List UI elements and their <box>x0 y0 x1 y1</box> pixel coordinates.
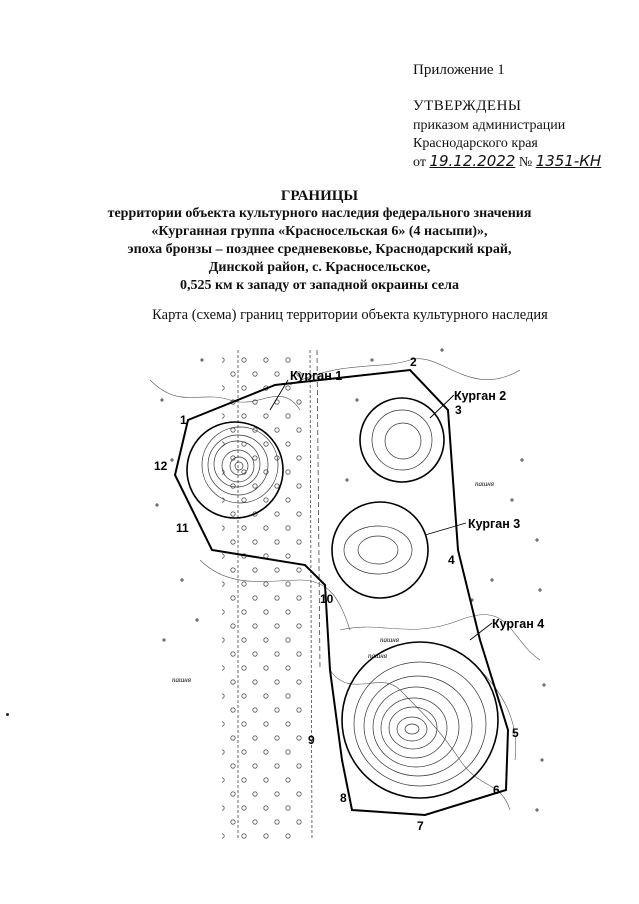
point-number-8: 8 <box>340 791 347 805</box>
approved-label: УТВЕРЖДЕНЫ <box>413 98 522 114</box>
date-prefix: от <box>413 155 426 170</box>
point-number-12: 12 <box>154 459 168 473</box>
point-number-4: 4 <box>448 553 455 567</box>
mound-2 <box>360 398 444 482</box>
order-date: 19.12.2022 <box>429 152 516 170</box>
survey-points <box>155 348 546 812</box>
point-number-6: 6 <box>493 783 500 797</box>
order-number: 1351-КН <box>535 152 602 170</box>
point-number-7: 7 <box>417 819 424 833</box>
title-line-5: 0,525 км к западу от западной окраины села <box>179 278 460 293</box>
order-line-1: приказом администрации <box>413 118 566 133</box>
point-number-1: 1 <box>180 413 187 427</box>
road-edge-line <box>317 350 320 670</box>
mound-label-3: Курган 3 <box>468 517 521 531</box>
boundary-map <box>140 340 560 840</box>
road-band <box>222 350 302 840</box>
leader-line <box>470 623 492 640</box>
mound-4 <box>342 642 498 798</box>
leader-line <box>430 395 454 418</box>
point-number-5: 5 <box>512 726 519 740</box>
order-line-2: Краснодарского края <box>413 136 538 151</box>
point-number-11: 11 <box>176 521 189 535</box>
appendix-label: Приложение 1 <box>413 62 505 78</box>
title-line-4: Динской район, с. Красносельское, <box>208 260 431 275</box>
title-line-3: эпоха бронзы – позднее средневековье, Краснодарский край, <box>127 242 512 257</box>
mound-label-2: Курган 2 <box>454 389 507 403</box>
document-title: ГРАНИЦЫ <box>280 188 359 204</box>
point-number-3: 3 <box>455 403 462 417</box>
number-prefix: № <box>518 155 533 170</box>
mound-3 <box>332 502 428 598</box>
road-edge-line <box>310 350 312 840</box>
title-line-2: «Курганная группа «Красносельская 6» (4 насыпи)», <box>151 224 488 239</box>
mound-label-1: Курган 1 <box>290 369 343 383</box>
point-number-10: 10 <box>320 592 334 606</box>
land-label: пашня <box>380 636 400 644</box>
order-date-line <box>413 152 601 171</box>
map-caption: Карта (схема) границ территории объекта культурного наследия <box>152 307 548 323</box>
mound-label-4: Курган 4 <box>492 617 545 631</box>
terrain-line <box>330 670 510 810</box>
land-label: пашня <box>475 480 495 488</box>
land-label: пашня <box>172 676 192 684</box>
title-line-1: территории объекта культурного наследия федерального значения <box>107 206 532 221</box>
point-number-9: 9 <box>308 733 315 747</box>
point-number-2: 2 <box>410 355 417 369</box>
land-label: пашня <box>368 652 388 660</box>
leader-line <box>425 523 466 535</box>
stray-dot <box>6 713 9 716</box>
